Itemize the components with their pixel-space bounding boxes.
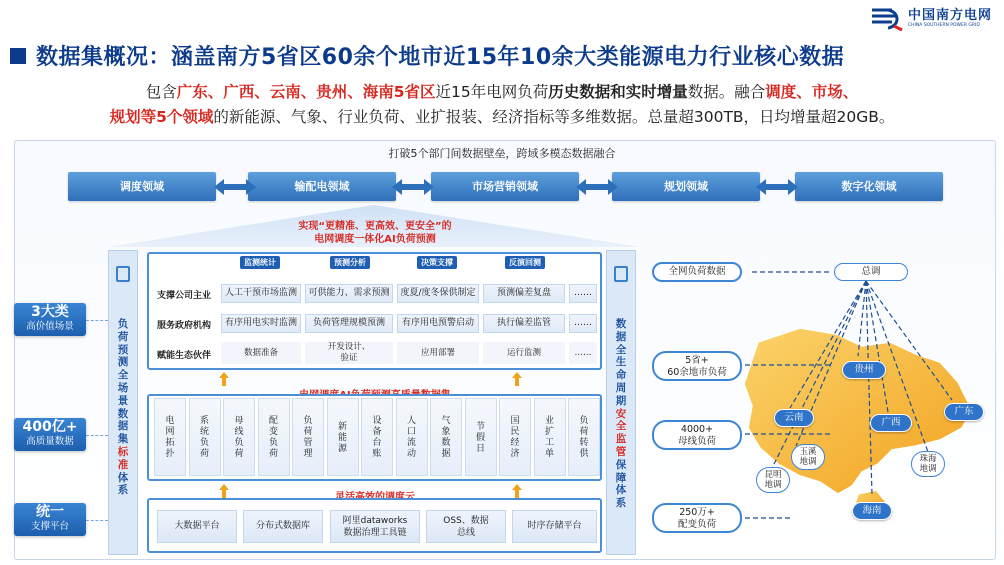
company-logo <box>870 6 992 32</box>
dataset-category <box>396 398 428 476</box>
category-char: 供 <box>579 449 589 459</box>
pillar-char: 命 <box>615 369 627 382</box>
dataset-category <box>534 398 566 476</box>
badge-monitor: 监测统计 <box>240 256 280 269</box>
pillar-char: 保 <box>615 458 627 471</box>
map-hub: 总调 <box>834 263 908 281</box>
pillar-char: 体 <box>117 471 129 484</box>
dataset-category <box>292 398 324 476</box>
row-label: 服务政府机构 <box>157 321 212 331</box>
title-text: 数据集概况：涵盖南方5省区60余个地市近15年10余大类能源电力行业核心数据 <box>36 45 845 70</box>
oval-line: 60余地市负荷 <box>667 367 727 378</box>
scenario-cell-text <box>305 342 393 363</box>
oval-line: 5省+ <box>685 355 709 366</box>
domain-planning: 规划领域 <box>612 172 760 201</box>
scenario-cell: 度夏/度冬保供制定 <box>397 284 479 303</box>
building-icon <box>614 266 628 282</box>
category-char: 能 <box>337 432 347 443</box>
category-char: 象 <box>441 427 451 437</box>
side-stat-value: 400亿+ <box>22 419 78 435</box>
connector-line <box>86 320 108 321</box>
pillar-char: 障 <box>615 471 627 484</box>
pillar-char: 集 <box>117 433 129 446</box>
domain-transmission: 输配电领域 <box>248 172 396 201</box>
category-char: 假 <box>475 432 485 443</box>
intro-text: 包含 <box>145 83 177 101</box>
category-char: 配 <box>268 416 278 426</box>
city-line: 地调 <box>799 457 817 467</box>
dataset-category <box>258 398 290 476</box>
oval-line: 配变负荷 <box>677 519 716 530</box>
side-stat-label: 高质量数据 <box>26 436 74 447</box>
city-line: 地调 <box>919 464 937 474</box>
domain-digital: 数字化领域 <box>795 172 943 201</box>
row-label: 支撑公司主业 <box>157 291 212 301</box>
category-char: 口 <box>406 427 416 437</box>
category-char: 济 <box>510 449 520 459</box>
side-stat-label: 高价值场景 <box>26 321 74 332</box>
infra-line: OSS、数据 <box>443 516 489 526</box>
pillar-char: 全 <box>615 343 627 356</box>
category-char: 负 <box>303 416 313 426</box>
infra-item: 分布式数据库 <box>243 510 323 543</box>
pillar-char: 期 <box>615 394 627 407</box>
infra-line: 阿里dataworks <box>342 516 408 526</box>
intro-bold: 历史数据和实时增量 <box>548 83 688 101</box>
intro-text: 数据。融合 <box>687 83 766 101</box>
cell-line: 验证 <box>340 352 358 363</box>
category-char: 理 <box>303 449 313 459</box>
cell-line: 开发设计、 <box>327 342 371 352</box>
category-char: 荷 <box>268 449 278 459</box>
right-pillar-text <box>606 318 636 510</box>
category-char: 负 <box>579 416 589 426</box>
up-arrow-icon <box>219 372 229 386</box>
pillar-char: 标 <box>117 445 129 458</box>
pillar-char: 监 <box>615 433 627 446</box>
category-char: 拓 <box>165 438 175 448</box>
double-arrow-icon <box>756 177 798 197</box>
city-yuxi <box>791 444 825 470</box>
category-char: 动 <box>406 449 416 459</box>
category-char: 备 <box>372 427 382 437</box>
category-char: 统 <box>199 427 209 437</box>
dataset-category <box>568 398 600 476</box>
city-line: 地调 <box>764 480 782 490</box>
category-char: 母 <box>234 416 244 426</box>
scenario-cell: …… <box>569 284 597 303</box>
province-yunnan: 云南 <box>774 409 814 427</box>
dataset-category <box>189 398 221 476</box>
double-arrow-icon <box>576 177 618 197</box>
category-char: 系 <box>199 416 209 426</box>
category-char: 节 <box>475 421 485 432</box>
category-char: 账 <box>372 449 382 459</box>
category-char: 转 <box>579 438 589 448</box>
category-char: 荷 <box>579 427 589 437</box>
map-oval-transformer <box>652 503 742 533</box>
category-char: 负 <box>199 438 209 448</box>
province-hainan: 海南 <box>852 502 892 520</box>
dataset-category <box>430 398 462 476</box>
category-char: 业 <box>544 416 554 426</box>
intro-text: 近15年电网负荷 <box>435 83 549 101</box>
infra-item <box>330 510 420 543</box>
roof-text <box>0 220 750 246</box>
pillar-char: 生 <box>615 356 627 369</box>
double-arrow-icon <box>392 177 434 197</box>
city-kunming <box>756 467 790 493</box>
pillar-char: 系 <box>615 497 627 510</box>
pillar-char: 全 <box>117 369 129 382</box>
top-note: 打破5个部门间数据壁垒，跨域多模态数据融合 <box>388 147 616 160</box>
page-title <box>10 40 844 71</box>
infra-item <box>426 510 506 543</box>
map-oval-bus <box>652 420 742 450</box>
intro-text: 的新能源、气象、行业负荷、业扩报装、经济指标等多维数据。总量超300TB，日均增量超20GB。 <box>213 108 895 126</box>
pillar-char: 安 <box>615 407 627 420</box>
oval-line: 4000+ <box>680 424 714 435</box>
dataset-category <box>154 398 186 476</box>
category-char: 气 <box>441 416 451 426</box>
category-char: 变 <box>268 427 278 437</box>
logo-cn: 中国南方电网 <box>907 8 992 24</box>
pillar-char: 系 <box>117 484 129 497</box>
infra-line: 数据治理工具链 <box>343 528 407 538</box>
category-char: 源 <box>337 443 347 454</box>
dataset-category <box>361 398 393 476</box>
pillar-char: 数 <box>615 318 627 330</box>
pillar-char: 场 <box>117 381 129 394</box>
category-char: 日 <box>475 443 485 454</box>
dataset-category <box>223 398 255 476</box>
connector-line <box>86 520 108 521</box>
province-guangxi: 广西 <box>870 414 912 432</box>
dataset-category <box>499 398 531 476</box>
category-char: 设 <box>372 416 382 426</box>
up-arrow-icon <box>512 372 522 386</box>
scenario-cell: 有序用电预警启动 <box>397 314 479 333</box>
scenario-cell: 有序用电实时监测 <box>221 314 301 333</box>
badge-decision: 决策支撑 <box>417 256 457 269</box>
category-char: 荷 <box>199 449 209 459</box>
pillar-char: 据 <box>615 330 627 343</box>
city-line: 玉溪 <box>799 447 817 457</box>
badge-forecast: 预测分析 <box>330 256 370 269</box>
side-stat-platform <box>14 503 86 536</box>
category-char: 负 <box>234 438 244 448</box>
domain-marketing: 市场营销领域 <box>431 172 579 201</box>
side-stat-value: 统一 <box>36 504 64 520</box>
province-guizhou: 贵州 <box>842 361 886 379</box>
logo-mark-icon <box>870 6 904 32</box>
badge-backtest: 反演回测 <box>505 256 545 269</box>
category-char: 负 <box>268 438 278 448</box>
side-stat-label: 支撑平台 <box>30 521 69 532</box>
scenario-cell: …… <box>569 342 597 364</box>
roof-line1: 实现“更精准、更高效、更安全”的 <box>298 221 452 232</box>
row-label: 赋能生态伙伴 <box>157 351 212 361</box>
dataset-category <box>465 398 497 476</box>
map-oval-grid: 全网负荷数据 <box>652 262 742 282</box>
category-char: 单 <box>544 449 554 459</box>
side-stat-value: 3大类 <box>31 304 69 320</box>
category-char: 数 <box>441 438 451 448</box>
scenario-cell <box>305 342 393 364</box>
category-char: 荷 <box>303 427 313 437</box>
category-char: 新 <box>337 421 347 432</box>
double-arrow-icon <box>214 177 256 197</box>
category-char: 网 <box>165 427 175 437</box>
building-icon <box>116 266 130 282</box>
scenario-cell: 预测偏差复盘 <box>483 284 565 303</box>
pillar-char: 据 <box>117 420 129 433</box>
pillar-char: 测 <box>117 356 129 369</box>
pillar-char: 负 <box>117 318 129 330</box>
intro-paragraph <box>0 80 1004 130</box>
side-stat-data <box>14 418 86 451</box>
city-line: 昆明 <box>764 470 782 480</box>
pillar-char: 景 <box>117 394 129 407</box>
city-zhuhai <box>911 451 945 477</box>
category-char: 扑 <box>165 449 175 459</box>
category-char: 线 <box>234 427 244 437</box>
scenario-cell: 可供能力、需求预测 <box>305 284 393 303</box>
pillar-char: 数 <box>117 407 129 420</box>
category-char: 台 <box>372 438 382 448</box>
roof-line2: 电网调度一体化AI负荷预测 <box>314 234 436 245</box>
scenario-cell: 数据准备 <box>221 342 301 364</box>
pillar-char: 准 <box>117 458 129 471</box>
category-char: 国 <box>510 416 520 426</box>
city-line: 珠海 <box>919 454 937 464</box>
map-oval-province <box>652 351 742 381</box>
intro-highlight: 调度、市场、 <box>765 83 859 101</box>
category-char: 人 <box>406 416 416 426</box>
category-char: 民 <box>510 427 520 437</box>
category-char: 扩 <box>544 427 554 437</box>
province-guangdong: 广东 <box>944 403 984 421</box>
scenario-cell: 应用部署 <box>397 342 479 364</box>
left-pillar-text <box>108 318 138 497</box>
scenario-cell: …… <box>569 314 597 333</box>
oval-line: 母线负荷 <box>677 436 716 447</box>
dataset-category <box>327 398 359 476</box>
category-char: 荷 <box>234 449 244 459</box>
pillar-char: 预 <box>117 343 129 356</box>
side-stat-scenarios <box>14 303 86 336</box>
scenario-cell: 人工干预市场监测 <box>221 284 301 303</box>
category-char: 管 <box>303 438 313 448</box>
intro-highlight: 广东、广西、云南、贵州、海南5省区 <box>176 83 436 101</box>
infra-item: 时序存储平台 <box>512 510 597 543</box>
scenario-cell: 负荷管理规模预测 <box>305 314 393 333</box>
scenario-cell: 运行监测 <box>483 342 565 364</box>
infra-item: 大数据平台 <box>157 510 237 543</box>
domain-dispatch: 调度领域 <box>68 172 216 201</box>
pillar-char: 荷 <box>117 330 129 343</box>
title-square-icon <box>10 48 26 64</box>
pillar-char: 全 <box>615 420 627 433</box>
pillar-char: 管 <box>615 445 627 458</box>
intro-highlight: 规划等5个领域 <box>109 108 214 126</box>
logo-en: CHINA SOUTHERN POWER GRID <box>907 23 980 29</box>
category-char: 工 <box>544 438 554 448</box>
connector-line <box>86 435 108 436</box>
category-char: 经 <box>510 438 520 448</box>
pillar-char: 周 <box>615 381 627 394</box>
category-char: 电 <box>165 416 175 426</box>
category-char: 流 <box>406 438 416 448</box>
infra-line: 总线 <box>456 528 475 538</box>
pillar-char: 体 <box>615 484 627 497</box>
scenario-cell: 执行偏差监管 <box>483 314 565 333</box>
category-char: 据 <box>441 449 451 459</box>
oval-line: 250万+ <box>679 507 715 518</box>
